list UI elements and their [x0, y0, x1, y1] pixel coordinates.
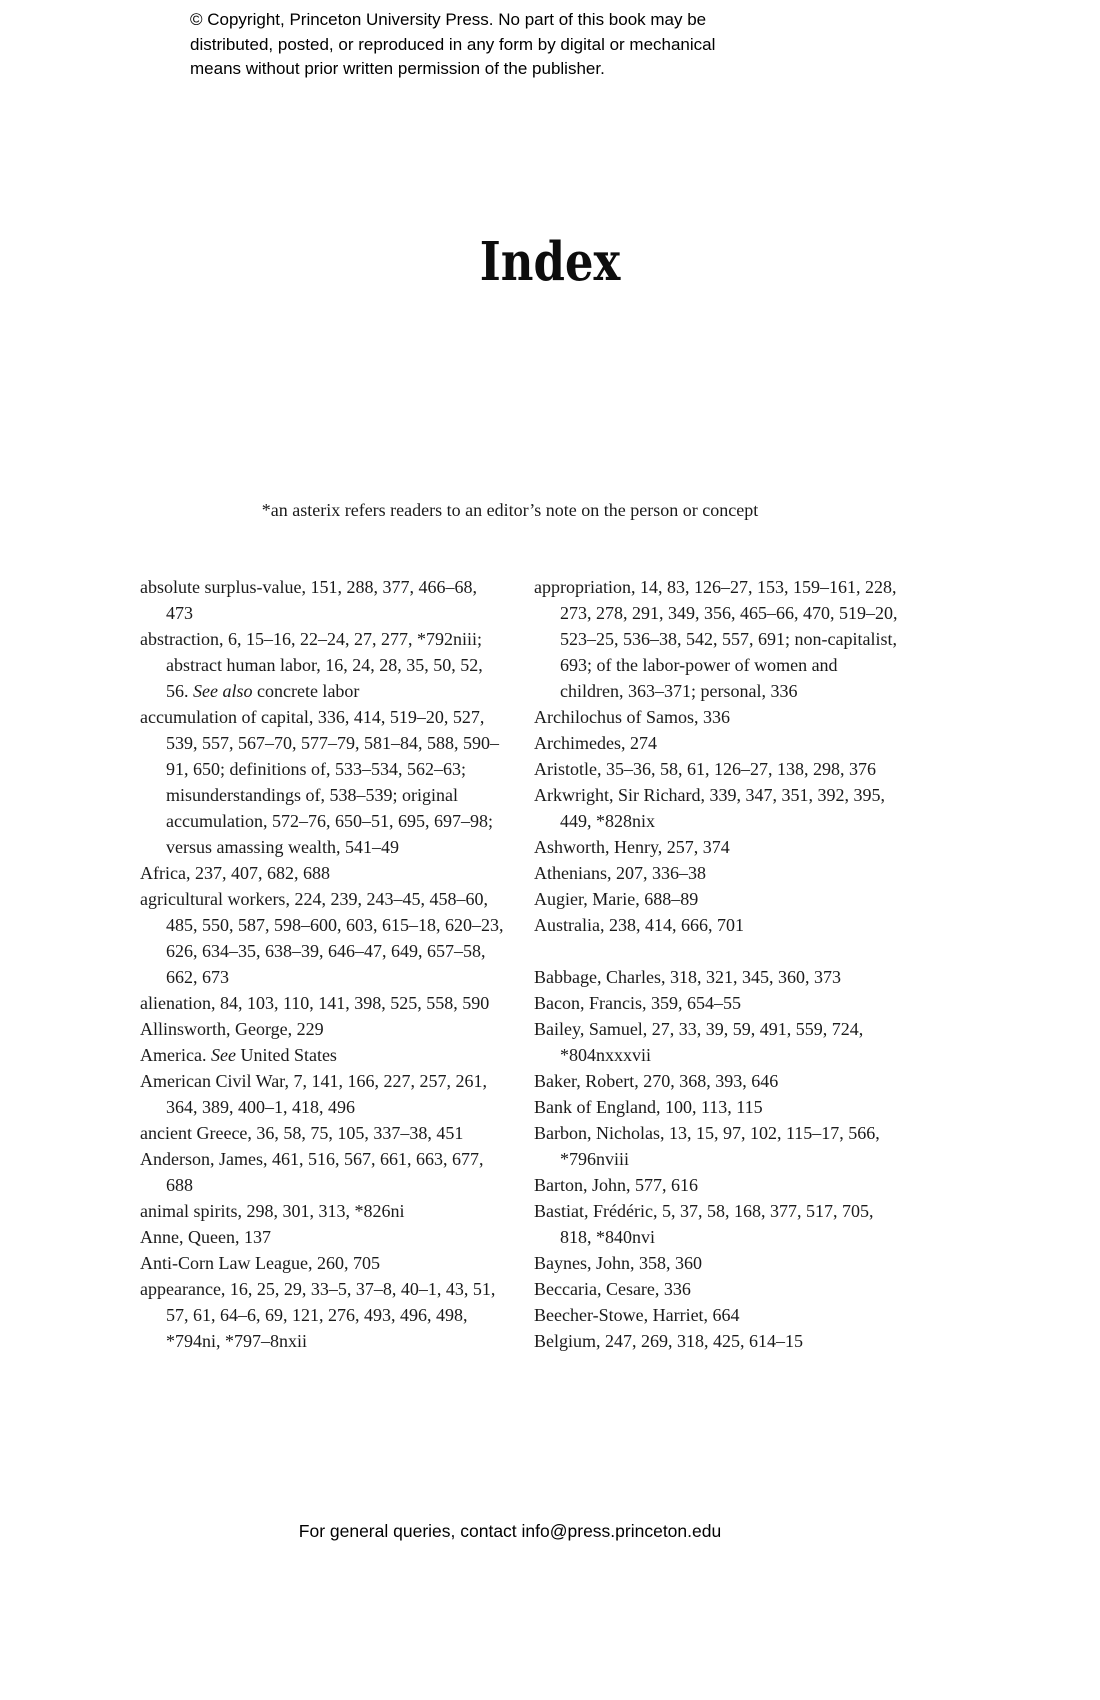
index-entry: animal spirits, 298, 301, 313, *826ni — [140, 1201, 405, 1221]
index-entry: appearance, 16, 25, 29, 33–5, 37–8, 40–1, 43, 51, 57, 61, 64–6, 69, 121, 276, 493, 496, 498, *794ni, *797–8nxii — [140, 1279, 496, 1351]
index-entry: appropriation, 14, 83, 126–27, 153, 159–161, 228, 273, 278, 291, 349, 356, 465–66, 470, 519–20, 523–25, 536–38, 542, 557, 691; non-capitalist, 693; of the labor-power of women and children, 363–371; personal, 336 — [534, 577, 898, 701]
index-entry: Archimedes, 274 — [534, 733, 657, 753]
footer-contact: For general queries, contact info@press.princeton.edu — [298, 1521, 722, 1541]
index-entry: American Civil War, 7, 141, 166, 227, 257, 261, 364, 389, 400–1, 418, 496 — [140, 1071, 487, 1117]
copyright-line: © Copyright, Princeton University Press. No part of this book may be — [190, 10, 707, 29]
index-entry: Anne, Queen, 137 — [140, 1227, 271, 1247]
index-entry: Babbage, Charles, 318, 321, 345, 360, 373 — [534, 967, 841, 987]
index-entry: Anti-Corn Law League, 260, 705 — [140, 1253, 380, 1273]
index-entry: Bailey, Samuel, 27, 33, 39, 59, 491, 559, 724, *804nxxxvii — [534, 1019, 864, 1065]
index-entry: Allinsworth, George, 229 — [140, 1019, 324, 1039]
index-column-right — [534, 574, 902, 1354]
index-entry: Baker, Robert, 270, 368, 393, 646 — [534, 1071, 779, 1091]
index-entry: Athenians, 207, 336–38 — [534, 863, 706, 883]
index-columns — [140, 574, 902, 1354]
index-entry: abstraction, 6, 15–16, 22–24, 27, 277, *792niii; abstract human labor, 16, 24, 28, 35, 50, 52, 56. See also concrete labor — [140, 629, 483, 701]
index-entry: Beccaria, Cesare, 336 — [534, 1279, 691, 1299]
entry-gap — [534, 938, 902, 964]
copyright-line: distributed, posted, or reproduced in any form by digital or mechanical — [190, 34, 716, 54]
index-entry: Baynes, John, 358, 360 — [534, 1253, 702, 1273]
copyright-line: means without prior written permission of the publisher. — [190, 59, 605, 78]
index-entry: Archilochus of Samos, 336 — [534, 707, 730, 727]
asterisk-note: *an asterix refers readers to an editor’s note on the person or concept — [261, 500, 759, 520]
index-entry: Australia, 238, 414, 666, 701 — [534, 915, 744, 935]
index-entry: Beecher-Stowe, Harriet, 664 — [534, 1305, 740, 1325]
index-entry: Arkwright, Sir Richard, 339, 347, 351, 392, 395, 449, *828nix — [534, 785, 885, 831]
index-entry: Bastiat, Frédéric, 5, 37, 58, 168, 377, 517, 705, 818, *840nvi — [534, 1201, 874, 1247]
index-entry: Africa, 237, 407, 682, 688 — [140, 863, 330, 883]
index-entry: absolute surplus-value, 151, 288, 377, 466–68, 473 — [140, 577, 477, 623]
index-entry: Bank of England, 100, 113, 115 — [534, 1097, 763, 1117]
index-entry: Anderson, James, 461, 516, 567, 661, 663, 677, 688 — [140, 1149, 484, 1195]
index-entry: Bacon, Francis, 359, 654–55 — [534, 993, 741, 1013]
index-entry: accumulation of capital, 336, 414, 519–20, 527, 539, 557, 567–70, 577–79, 581–84, 588, 590–91, 650; definitions of, 533–534, 562–63; misunderstandings of, 538–539; original accumulation, 572–76, 650–51, 695, 697–98; versus amassing wealth, 541–49 — [140, 707, 499, 857]
copyright-notice — [190, 8, 850, 82]
index-entry: Aristotle, 35–36, 58, 61, 126–27, 138, 298, 376 — [534, 759, 876, 779]
index-entry: Augier, Marie, 688–89 — [534, 889, 699, 909]
index-entry: ancient Greece, 36, 58, 75, 105, 337–38, 451 — [140, 1123, 464, 1143]
index-column-left — [140, 574, 508, 1354]
index-entry: Belgium, 247, 269, 318, 425, 614–15 — [534, 1331, 803, 1351]
index-entry: America. See United States — [140, 1045, 337, 1065]
index-entry: Barton, John, 577, 616 — [534, 1175, 698, 1195]
page-title: Index — [479, 230, 621, 293]
index-entry: Barbon, Nicholas, 13, 15, 97, 102, 115–17, 566, *796nviii — [534, 1123, 880, 1169]
index-entry: alienation, 84, 103, 110, 141, 398, 525, 558, 590 — [140, 993, 490, 1013]
index-entry: agricultural workers, 224, 239, 243–45, 458–60, 485, 550, 587, 598–600, 603, 615–18, 620–23, 626, 634–35, 638–39, 646–47, 649, 657–58, 662, 673 — [140, 889, 504, 987]
index-entry: Ashworth, Henry, 257, 374 — [534, 837, 730, 857]
